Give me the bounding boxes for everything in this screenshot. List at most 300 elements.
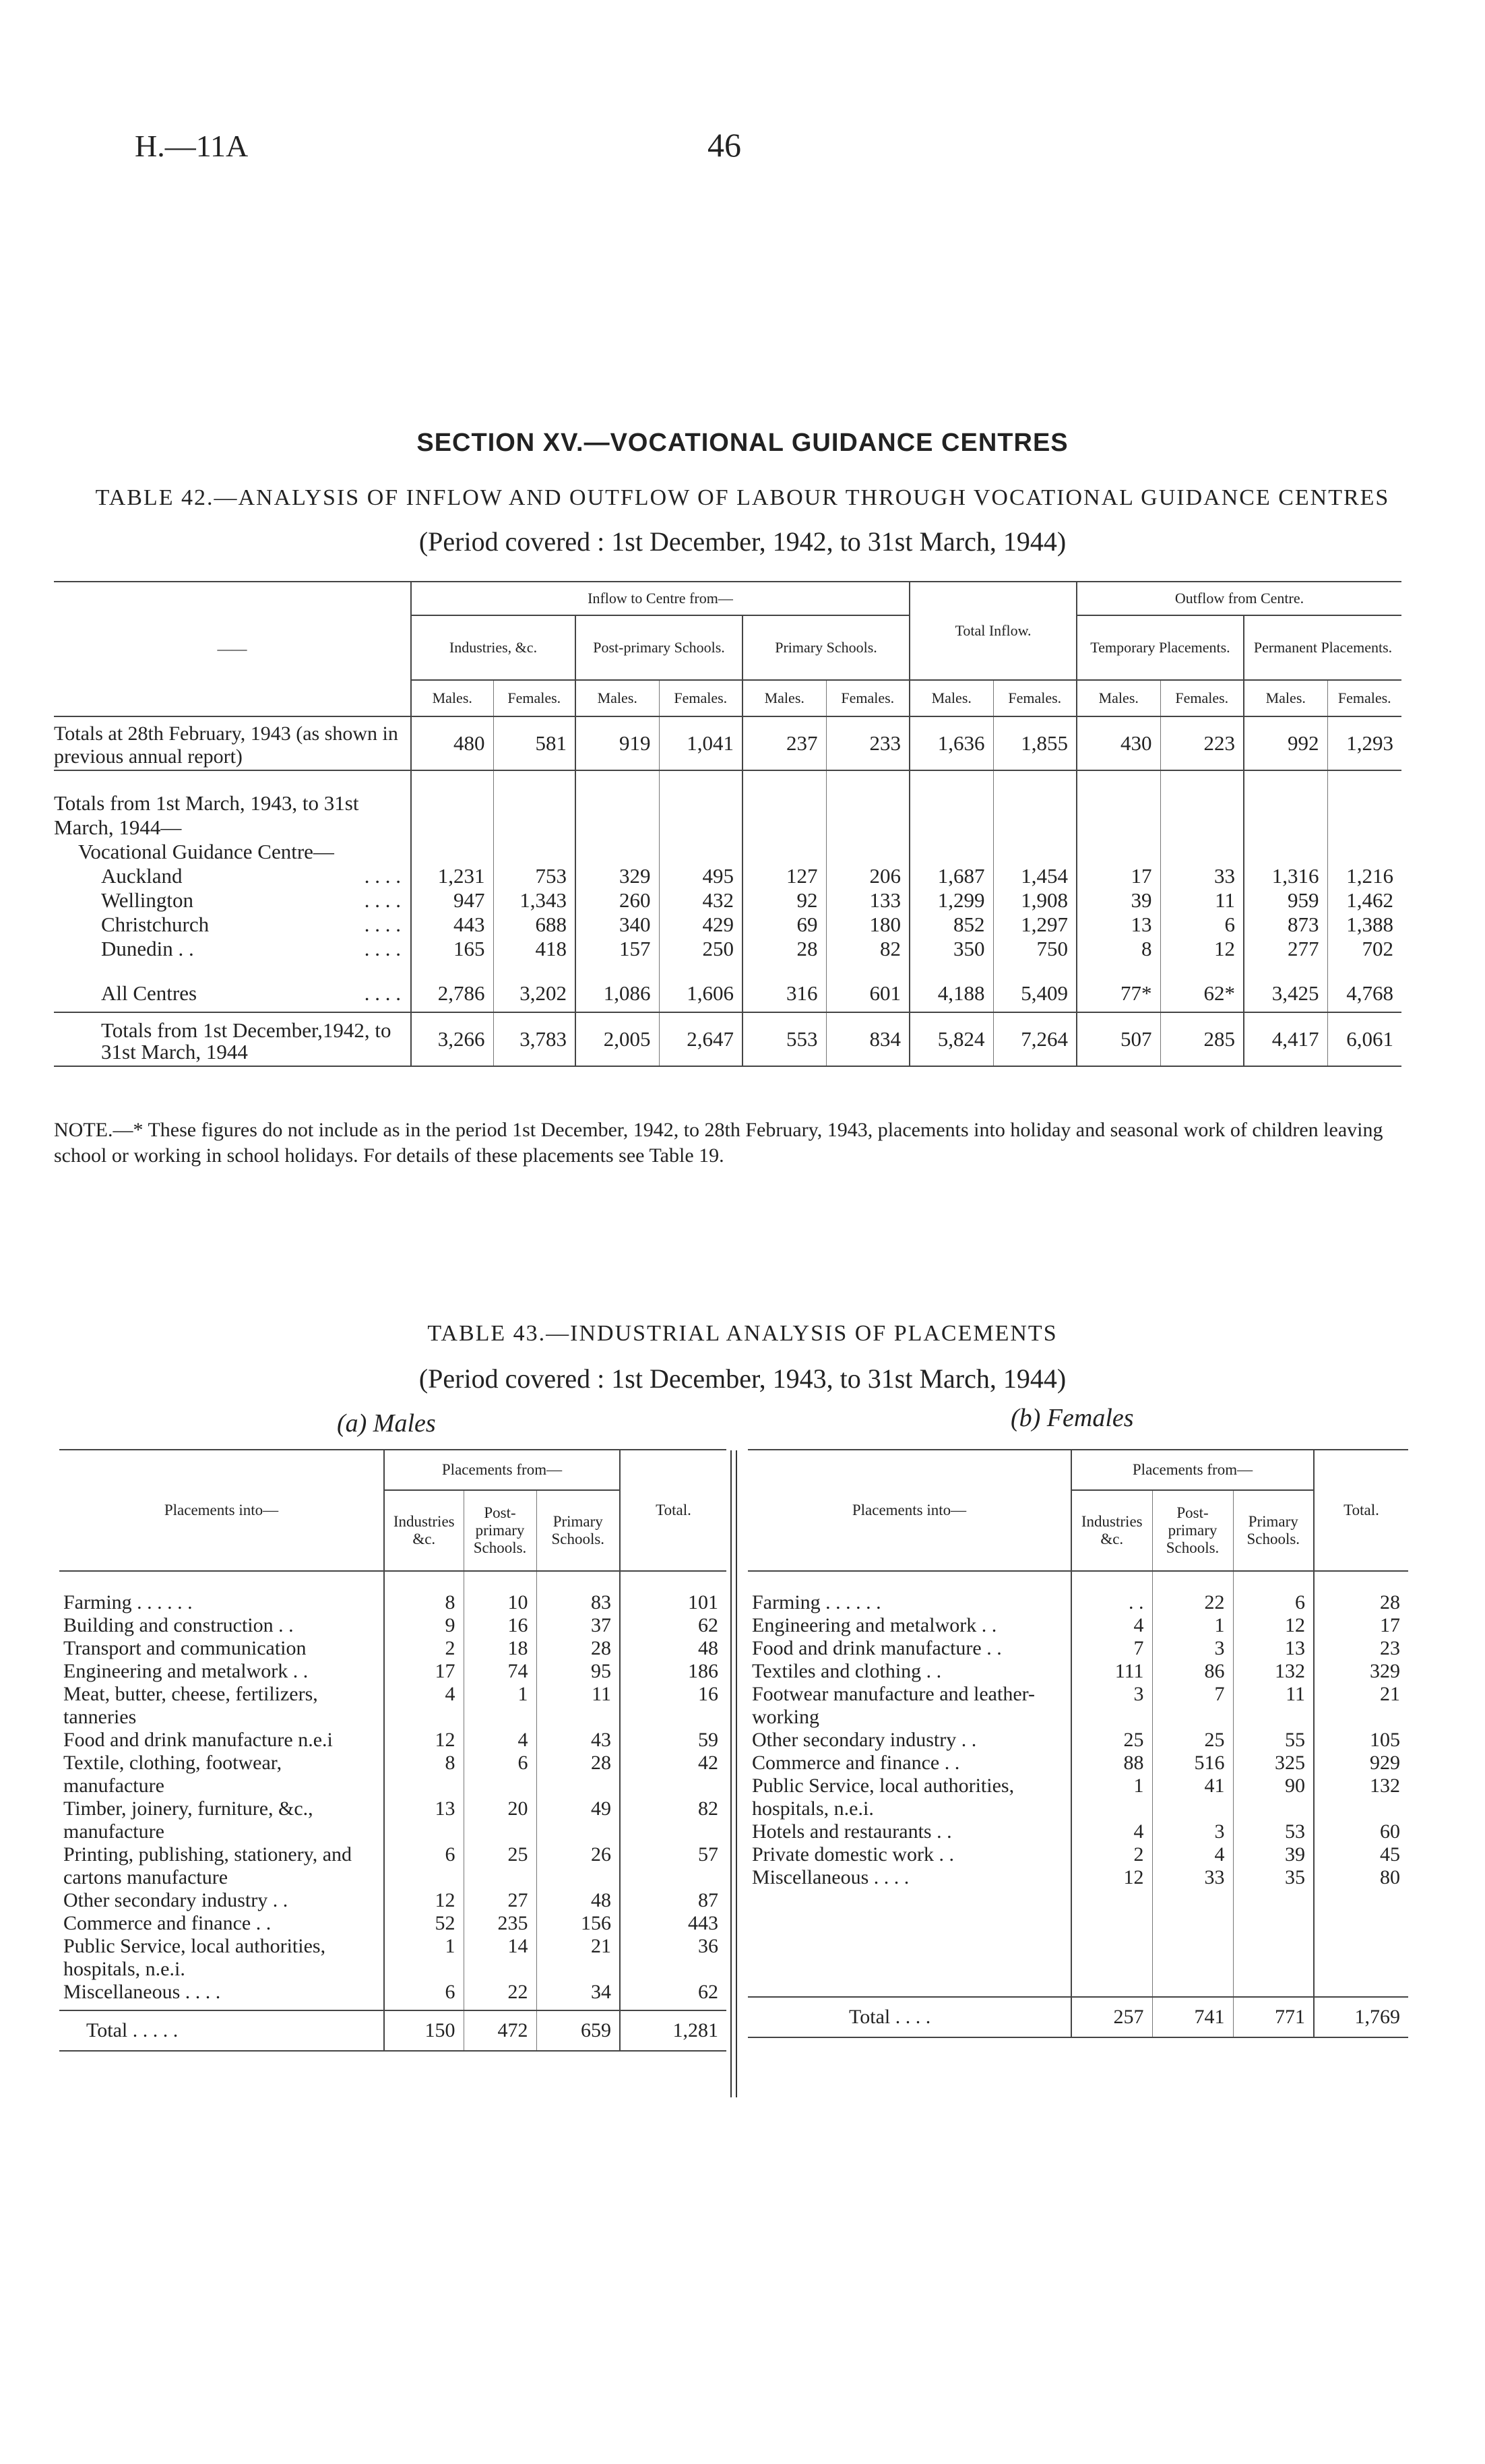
cell: 22 — [464, 1981, 536, 2004]
table-row — [59, 2010, 726, 2051]
table-row — [748, 1591, 1408, 1614]
row-label: Public Service, local authorities, hospitals, n.e.i. — [63, 1935, 326, 1980]
table42 — [54, 581, 1401, 1067]
table-row — [54, 1012, 1401, 1066]
row-label: Meat, butter, cheese, fertilizers, tanneries — [63, 1683, 318, 1728]
cell: 26 — [536, 1843, 620, 1889]
cell: 7,264 — [993, 1012, 1077, 1066]
cell: 13 — [384, 1797, 464, 1843]
cell: 340 — [575, 913, 659, 937]
cell: 28 — [1314, 1591, 1408, 1614]
cell: 33 — [1152, 1866, 1233, 1889]
row-label: Private domestic work . . — [752, 1843, 954, 1866]
cell: 443 — [620, 1912, 726, 1935]
cell: 250 — [659, 937, 742, 961]
row-label: Total . . . . — [849, 2006, 931, 2028]
cell: 11 — [536, 1683, 620, 1729]
females-subtitle: (b) Females — [1011, 1404, 1134, 1432]
cell: 919 — [575, 716, 659, 770]
cell: 165 — [411, 937, 493, 961]
cell: 4 — [384, 1683, 464, 1729]
table42-sub-temporary: Temporary Placements. — [1077, 615, 1244, 680]
cell: 3,783 — [493, 1012, 575, 1066]
cell: 28 — [536, 1752, 620, 1797]
row-label: Timber, joinery, furniture, &c., manufacture — [63, 1797, 313, 1843]
cell: 88 — [1071, 1752, 1152, 1775]
page-number: 46 — [707, 126, 741, 164]
cell: 834 — [826, 1012, 910, 1066]
cell: 21 — [1314, 1683, 1408, 1729]
cell: 43 — [536, 1729, 620, 1752]
cell: 429 — [659, 913, 742, 937]
cell: 2 — [384, 1637, 464, 1660]
cell: 5,824 — [910, 1012, 993, 1066]
cell: 1,454 — [993, 864, 1077, 888]
row-label: Totals from 1st December,1942, to 31st March, 1944 — [101, 1018, 391, 1064]
row-label: Dunedin . . — [101, 937, 194, 960]
cell: 430 — [1077, 716, 1160, 770]
cell: 33 — [1160, 864, 1244, 888]
cell: 28 — [742, 937, 826, 961]
cell: 8 — [384, 1591, 464, 1614]
row-label: All Centres — [101, 981, 197, 1005]
cell: 3 — [1152, 1820, 1233, 1843]
cell: 34 — [536, 1981, 620, 2004]
cell: 10 — [464, 1591, 536, 1614]
cell: 223 — [1160, 716, 1244, 770]
col-females: Females. — [826, 680, 910, 716]
table-row — [748, 1775, 1408, 1820]
table-row — [59, 1729, 726, 1752]
cell: 62 — [620, 1614, 726, 1637]
cell: 25 — [1071, 1729, 1152, 1752]
row-label: Building and construction . . — [63, 1614, 294, 1636]
cell: 49 — [536, 1797, 620, 1843]
cell: . . — [1071, 1591, 1152, 1614]
col-females: Females. — [1327, 680, 1401, 716]
cell: 62 — [620, 1981, 726, 2004]
table43-title: TABLE 43.—INDUSTRIAL ANALYSIS OF PLACEMENTS — [427, 1321, 1058, 1346]
cell: 1 — [1152, 1614, 1233, 1637]
table-row — [748, 1683, 1408, 1729]
cell: 3,425 — [1244, 961, 1327, 1012]
row-label: Public Service, local authorities, hospitals, n.e.i. — [752, 1775, 1015, 1820]
cell: 601 — [826, 961, 910, 1012]
cell: 581 — [493, 716, 575, 770]
table42-group-inflow: Inflow to Centre from— — [411, 582, 910, 615]
cell: 77* — [1077, 961, 1160, 1012]
cell: 659 — [536, 2010, 620, 2051]
cell: 6 — [1160, 913, 1244, 937]
cell: 8 — [384, 1752, 464, 1797]
cell: 62* — [1160, 961, 1244, 1012]
cell: 13 — [1077, 913, 1160, 937]
cell: 1,343 — [493, 888, 575, 913]
section-title: SECTION XV.—VOCATIONAL GUIDANCE CENTRES — [416, 429, 1069, 457]
row-label: Miscellaneous . . . . — [63, 1981, 221, 2003]
table42-period: (Period covered : 1st December, 1942, to 31st March, 1944) — [418, 526, 1067, 557]
cell: 12 — [1071, 1866, 1152, 1889]
cell: 959 — [1244, 888, 1327, 913]
cell: 127 — [742, 864, 826, 888]
cell: 4 — [1152, 1843, 1233, 1866]
cell: 9 — [384, 1614, 464, 1637]
col-males: Males. — [411, 680, 493, 716]
col-industries: Industries &c. — [384, 1490, 464, 1571]
males-subtitle: (a) Males — [337, 1409, 436, 1438]
cell: 1,316 — [1244, 864, 1327, 888]
cell: 2,786 — [411, 961, 493, 1012]
cell: 235 — [464, 1912, 536, 1935]
table-row — [59, 1660, 726, 1683]
cell: 1,388 — [1327, 913, 1401, 937]
cell: 3 — [1071, 1683, 1152, 1729]
table-row — [59, 1797, 726, 1843]
cell: 39 — [1233, 1843, 1314, 1866]
table-row — [748, 1614, 1408, 1637]
row-label: Textiles and clothing . . — [752, 1660, 942, 1682]
cell: 157 — [575, 937, 659, 961]
running-header: H.—11A — [135, 129, 249, 163]
table-row — [59, 1912, 726, 1935]
cell: 992 — [1244, 716, 1327, 770]
cell: 1,908 — [993, 888, 1077, 913]
col-primary: Primary Schools. — [536, 1490, 620, 1571]
cell: 443 — [411, 913, 493, 937]
cell: 48 — [536, 1889, 620, 1912]
cell: 69 — [742, 913, 826, 937]
cell: 702 — [1327, 937, 1401, 961]
cell: 132 — [1233, 1660, 1314, 1683]
cell: 1,216 — [1327, 864, 1401, 888]
cell: 59 — [620, 1729, 726, 1752]
col-females: Females. — [993, 680, 1077, 716]
cell: 111 — [1071, 1660, 1152, 1683]
cell: 21 — [536, 1935, 620, 1981]
cell: 7 — [1071, 1637, 1152, 1660]
cell: 233 — [826, 716, 910, 770]
leader-dots: . . . . — [364, 864, 401, 888]
cell: 12 — [1233, 1614, 1314, 1637]
table-row — [748, 1820, 1408, 1843]
table-row — [59, 1591, 726, 1614]
cell: 4,417 — [1244, 1012, 1327, 1066]
cell: 25 — [1152, 1729, 1233, 1752]
table-row — [59, 1935, 726, 1981]
cell: 6 — [1233, 1591, 1314, 1614]
cell: 277 — [1244, 937, 1327, 961]
cell: 257 — [1071, 1997, 1152, 2037]
cell: 753 — [493, 864, 575, 888]
cell: 350 — [910, 937, 993, 961]
row-label: Food and drink manufacture n.e.i — [63, 1729, 333, 1751]
cell: 495 — [659, 864, 742, 888]
cell: 16 — [620, 1683, 726, 1729]
cell: 156 — [536, 1912, 620, 1935]
col-industries: Industries &c. — [1071, 1490, 1152, 1571]
table-row — [59, 1843, 726, 1889]
row-label: Transport and communication — [63, 1637, 307, 1659]
cell: 150 — [384, 2010, 464, 2051]
table-row — [748, 1843, 1408, 1866]
cell: 133 — [826, 888, 910, 913]
cell: 741 — [1152, 1997, 1233, 2037]
cell: 1,041 — [659, 716, 742, 770]
cell: 432 — [659, 888, 742, 913]
table-row — [748, 1660, 1408, 1683]
cell: 688 — [493, 913, 575, 937]
table42-stub-header: —— — [54, 582, 411, 716]
row-label: Auckland — [101, 864, 183, 888]
cell: 4 — [1071, 1614, 1152, 1637]
cell: 55 — [1233, 1729, 1314, 1752]
cell: 60 — [1314, 1820, 1408, 1843]
table-row — [59, 1683, 726, 1729]
cell: 42 — [620, 1752, 726, 1797]
cell: 3,202 — [493, 961, 575, 1012]
cell: 1,687 — [910, 864, 993, 888]
table42-sub-permanent: Permanent Placements. — [1244, 615, 1401, 680]
row-label: Footwear manufacture and leather-working — [752, 1683, 1036, 1728]
row-label: Other secondary industry . . — [752, 1729, 977, 1751]
cell: 7 — [1152, 1683, 1233, 1729]
cell: 14 — [464, 1935, 536, 1981]
cell: 48 — [620, 1637, 726, 1660]
row-label: Textile, clothing, footwear, manufacture — [63, 1752, 282, 1797]
table42-group-outflow: Outflow from Centre. — [1077, 582, 1401, 615]
cell: 17 — [1314, 1614, 1408, 1637]
cell: 132 — [1314, 1775, 1408, 1820]
cell: 1 — [1071, 1775, 1152, 1820]
cell: 11 — [1160, 888, 1244, 913]
cell: 35 — [1233, 1866, 1314, 1889]
cell: 4,768 — [1327, 961, 1401, 1012]
cell: 516 — [1152, 1752, 1233, 1775]
col-post-primary: Post-primary Schools. — [464, 1490, 536, 1571]
cell: 28 — [536, 1637, 620, 1660]
table42-sub-primary: Primary Schools. — [742, 615, 910, 680]
table-row — [748, 1997, 1408, 2037]
cell: 92 — [742, 888, 826, 913]
cell: 237 — [742, 716, 826, 770]
cell: 1,299 — [910, 888, 993, 913]
cell: 86 — [1152, 1660, 1233, 1683]
cell: 20 — [464, 1797, 536, 1843]
table42-sub-industries: Industries, &c. — [411, 615, 575, 680]
col-total: Total. — [620, 1450, 726, 1571]
col-males: Males. — [910, 680, 993, 716]
cell: 3 — [1152, 1637, 1233, 1660]
cell: 1,636 — [910, 716, 993, 770]
cell: 57 — [620, 1843, 726, 1889]
col-group: Placements from— — [384, 1450, 620, 1490]
cell: 6 — [464, 1752, 536, 1797]
col-post-primary: Post-primary Schools. — [1152, 1490, 1233, 1571]
row-label: Engineering and metalwork . . — [63, 1660, 309, 1682]
cell: 553 — [742, 1012, 826, 1066]
row-label: Commerce and finance . . — [752, 1752, 960, 1774]
cell: 17 — [1077, 864, 1160, 888]
row-label: Farming . . . . . . — [63, 1591, 193, 1613]
cell: 929 — [1314, 1752, 1408, 1775]
table-row — [748, 1729, 1408, 1752]
cell: 873 — [1244, 913, 1327, 937]
cell: 1 — [384, 1935, 464, 1981]
table-row — [54, 913, 1401, 937]
col-group: Placements from— — [1071, 1450, 1314, 1490]
row-label: Commerce and finance . . — [63, 1912, 272, 1934]
table-row — [54, 937, 1401, 961]
leader-dots: . . . . — [364, 913, 401, 936]
col-placements-into: Placements into— — [748, 1450, 1071, 1571]
cell: 2,005 — [575, 1012, 659, 1066]
leader-dots: . . . . — [364, 888, 401, 912]
cell: 87 — [620, 1889, 726, 1912]
col-females: Females. — [493, 680, 575, 716]
cell: 180 — [826, 913, 910, 937]
cell: 1,293 — [1327, 716, 1401, 770]
cell: 480 — [411, 716, 493, 770]
cell: 325 — [1233, 1752, 1314, 1775]
cell: 1,855 — [993, 716, 1077, 770]
col-males: Males. — [1244, 680, 1327, 716]
cell: 52 — [384, 1912, 464, 1935]
row-label: Hotels and restaurants . . — [752, 1820, 952, 1843]
cell: 82 — [620, 1797, 726, 1843]
row-label: Printing, publishing, stationery, and cartons manufacture — [63, 1843, 352, 1888]
cell: 95 — [536, 1660, 620, 1683]
cell: 1,606 — [659, 961, 742, 1012]
leader-dots: . . . . — [364, 981, 401, 1005]
cell: 45 — [1314, 1843, 1408, 1866]
table-row — [59, 1614, 726, 1637]
cell: 6 — [384, 1981, 464, 2004]
cell: 101 — [620, 1591, 726, 1614]
cell: 22 — [1152, 1591, 1233, 1614]
cell: 1,281 — [620, 2010, 726, 2051]
cell: 11 — [1233, 1683, 1314, 1729]
table-row — [748, 1752, 1408, 1775]
cell: 260 — [575, 888, 659, 913]
row-label: Christchurch — [101, 913, 210, 936]
row-label: Farming . . . . . . — [752, 1591, 881, 1613]
cell: 4 — [464, 1729, 536, 1752]
cell: 6 — [384, 1843, 464, 1889]
cell: 285 — [1160, 1012, 1244, 1066]
cell: 18 — [464, 1637, 536, 1660]
cell: 25 — [464, 1843, 536, 1889]
row-label: Food and drink manufacture . . — [752, 1637, 1002, 1659]
leader-dots: . . . . — [364, 937, 401, 960]
cell: 12 — [384, 1889, 464, 1912]
table-row — [54, 888, 1401, 913]
col-primary: Primary Schools. — [1233, 1490, 1314, 1571]
cell: 771 — [1233, 1997, 1314, 2037]
cell: 1,769 — [1314, 1997, 1408, 2037]
cell: 12 — [384, 1729, 464, 1752]
cell: 80 — [1314, 1866, 1408, 1889]
cell: 1,297 — [993, 913, 1077, 937]
cell: 53 — [1233, 1820, 1314, 1843]
col-males: Males. — [742, 680, 826, 716]
col-total: Total. — [1314, 1450, 1408, 1571]
cell: 39 — [1077, 888, 1160, 913]
row-label: Other secondary industry . . — [63, 1889, 288, 1911]
cell: 1,231 — [411, 864, 493, 888]
table-row — [59, 1889, 726, 1912]
table-row — [54, 961, 1401, 1012]
cell: 36 — [620, 1935, 726, 1981]
row-label: Total . . . . . — [86, 2019, 179, 2041]
col-females: Females. — [1160, 680, 1244, 716]
cell: 206 — [826, 864, 910, 888]
cell: 4,188 — [910, 961, 993, 1012]
cell: 12 — [1160, 937, 1244, 961]
col-males: Males. — [575, 680, 659, 716]
col-placements-into: Placements into— — [59, 1450, 384, 1571]
row-label: Engineering and metalwork . . — [752, 1614, 997, 1636]
table-row — [54, 716, 1401, 770]
table43-females — [748, 1449, 1408, 2038]
cell: 6,061 — [1327, 1012, 1401, 1066]
table-row — [59, 1981, 726, 2004]
cell: 750 — [993, 937, 1077, 961]
table42-note: NOTE.—* These figures do not include as in the period 1st December, 1942, to 28th February, 1943, placements into holiday and seasonal work of children leaving school or working in school holidays. For details of these placements see Table 19. — [54, 1119, 1383, 1167]
cell: 186 — [620, 1660, 726, 1683]
cell: 13 — [1233, 1637, 1314, 1660]
cell: 3,266 — [411, 1012, 493, 1066]
col-males: Males. — [1077, 680, 1160, 716]
cell: 16 — [464, 1614, 536, 1637]
row-intro: Totals from 1st March, 1943, to 31st March, 1944— — [54, 791, 359, 839]
cell: 27 — [464, 1889, 536, 1912]
row-label: Wellington — [101, 888, 193, 912]
table-row — [748, 1866, 1408, 1889]
cell: 23 — [1314, 1637, 1408, 1660]
row-intro-sub: Vocational Guidance Centre— — [78, 840, 334, 863]
cell: 37 — [536, 1614, 620, 1637]
cell: 8 — [1077, 937, 1160, 961]
col-females: Females. — [659, 680, 742, 716]
cell: 329 — [575, 864, 659, 888]
cell: 329 — [1314, 1660, 1408, 1683]
cell: 852 — [910, 913, 993, 937]
table43-period: (Period covered : 1st December, 1943, to 31st March, 1944) — [418, 1363, 1067, 1394]
row-label: Miscellaneous . . . . — [752, 1866, 910, 1888]
table-row — [748, 1637, 1408, 1660]
cell: 17 — [384, 1660, 464, 1683]
cell: 1,462 — [1327, 888, 1401, 913]
cell: 316 — [742, 961, 826, 1012]
cell: 2 — [1071, 1843, 1152, 1866]
table42-group-total-inflow: Total Inflow. — [910, 582, 1077, 680]
cell: 1 — [464, 1683, 536, 1729]
cell: 4 — [1071, 1820, 1152, 1843]
cell: 105 — [1314, 1729, 1408, 1752]
cell: 74 — [464, 1660, 536, 1683]
cell: 41 — [1152, 1775, 1233, 1820]
cell: 82 — [826, 937, 910, 961]
cell: 507 — [1077, 1012, 1160, 1066]
cell: 418 — [493, 937, 575, 961]
cell: 472 — [464, 2010, 536, 2051]
table42-sub-post-primary: Post-primary Schools. — [575, 615, 742, 680]
cell: 5,409 — [993, 961, 1077, 1012]
row-label: Totals at 28th February, 1943 (as shown in previous annual report) — [54, 722, 398, 768]
cell: 83 — [536, 1591, 620, 1614]
table-row — [54, 864, 1401, 888]
table-row — [59, 1637, 726, 1660]
